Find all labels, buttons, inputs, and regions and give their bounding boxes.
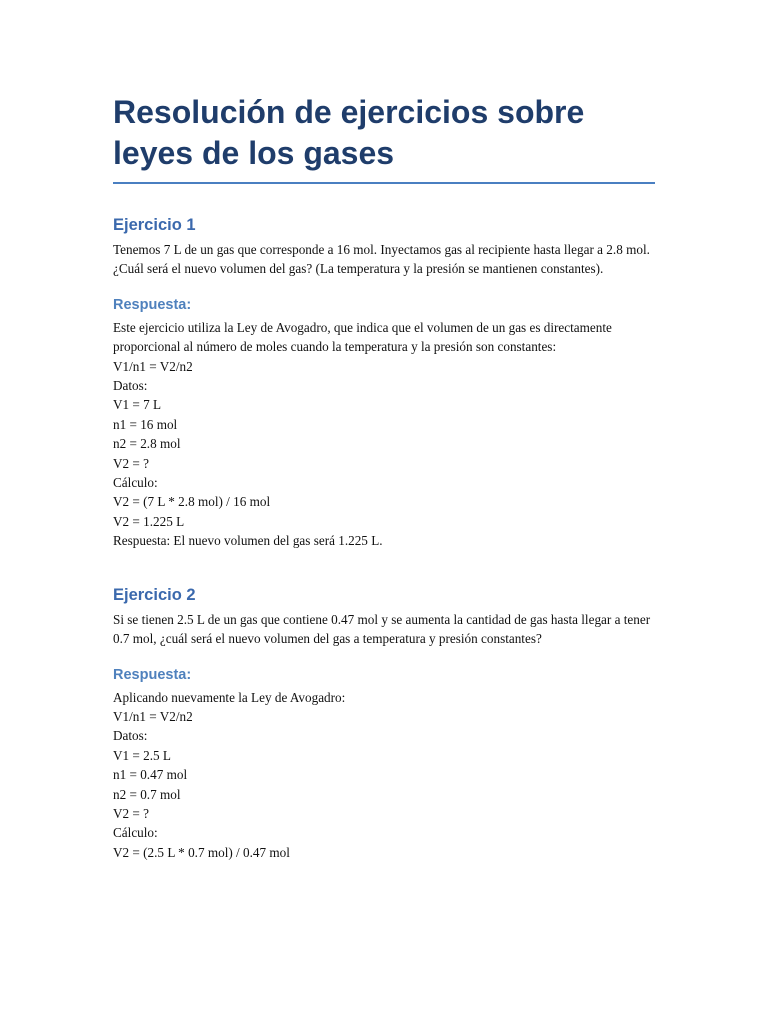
exercise-2-answer-intro: Aplicando nuevamente la Ley de Avogadro:	[113, 689, 346, 705]
exercise-2-formula: V1/n1 = V2/n2	[113, 708, 193, 724]
exercise-1-data-n2: n2 = 2.8 mol	[113, 436, 181, 452]
exercise-1-data-v2: V2 = ?	[113, 455, 150, 471]
exercise-2-data-n1: n1 = 0.47 mol	[113, 767, 188, 783]
exercise-1-data-n1: n1 = 16 mol	[113, 416, 178, 432]
exercise-2-data-v2: V2 = ?	[113, 805, 150, 821]
exercise-1-data-label: Datos:	[113, 378, 148, 394]
exercise-2-calc-label: Cálculo:	[113, 825, 158, 841]
exercise-2-data-label: Datos:	[113, 728, 148, 744]
exercise-1-answer-heading: Respuesta:	[113, 296, 192, 313]
exercise-2	[113, 584, 655, 862]
exercise-1-answer	[113, 318, 655, 551]
exercise-2-data-v1: V1 = 2.5 L	[113, 747, 171, 763]
exercise-2-data-n2: n2 = 0.7 mol	[113, 786, 181, 802]
exercise-2-calc-step: V2 = (2.5 L * 0.7 mol) / 0.47 mol	[113, 844, 290, 860]
exercise-1-formula: V1/n1 = V2/n2	[113, 358, 193, 374]
document-title: Resolución de ejercicios sobre leyes de los gases	[113, 92, 655, 184]
exercise-1-final-answer: Respuesta: El nuevo volumen del gas será 1.225 L.	[113, 533, 383, 549]
exercise-1-calc-label: Cálculo:	[113, 475, 158, 491]
exercise-1-calc-result: V2 = 1.225 L	[113, 513, 185, 529]
exercise-1-heading: Ejercicio 1	[113, 216, 196, 234]
exercise-1-calc-step: V2 = (7 L * 2.8 mol) / 16 mol	[113, 494, 271, 510]
exercise-1-statement: Tenemos 7 L de un gas que corresponde a 16 mol. Inyectamos gas al recipiente hasta llegar a 2.8 mol. ¿Cuál será el nuevo volumen del gas? (La temperatura y la presión se mantienen constantes).	[113, 242, 650, 277]
exercise-2-heading: Ejercicio 2	[113, 585, 196, 604]
exercise-1-answer-intro: Este ejercicio utiliza la Ley de Avogadro, que indica que el volumen de un gas es directamente proporcional al número de moles cuando la temperatura y la presión son constantes:	[113, 319, 612, 355]
exercise-2-statement: Si se tienen 2.5 L de un gas que contiene 0.47 mol y se aumenta la cantidad de gas hasta llegar a tener 0.7 mol, ¿cuál será el nuevo volumen del gas a temperatura y presión constantes?	[113, 611, 651, 647]
exercise-1	[113, 214, 655, 551]
exercise-2-answer	[113, 688, 655, 863]
exercise-2-answer-heading: Respuesta:	[113, 666, 192, 683]
document-page	[113, 92, 655, 862]
exercise-1-data-v1: V1 = 7 L	[113, 397, 162, 413]
